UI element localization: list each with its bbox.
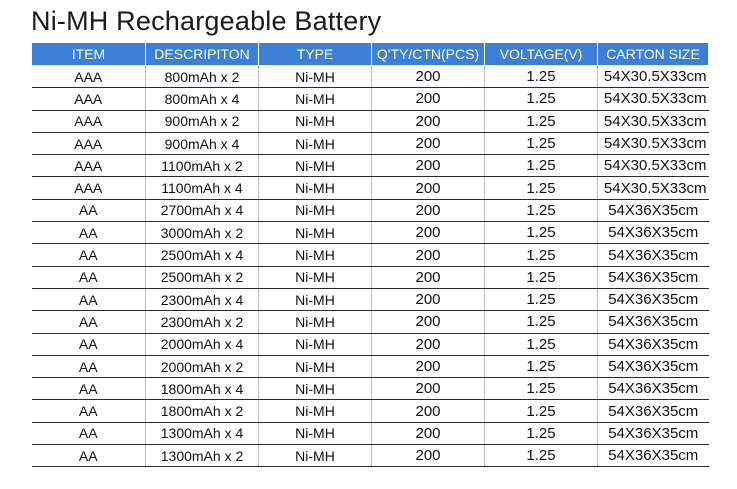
cell-qty: 200: [372, 400, 485, 422]
cell-type: Ni-MH: [259, 355, 372, 377]
cell-carton-size: 54X36X35cm: [598, 199, 709, 221]
cell-voltage: 1.25: [485, 266, 598, 288]
cell-description: 1300mAh x 4: [146, 422, 259, 444]
cell-qty: 200: [372, 311, 485, 333]
cell-qty: 200: [372, 222, 485, 244]
cell-qty: 200: [372, 422, 485, 444]
table-row: [32, 66, 709, 88]
cell-item: AA: [32, 378, 146, 400]
header-description: DESCRIPITON: [146, 43, 259, 66]
table-row: [32, 355, 709, 377]
cell-voltage: 1.25: [485, 155, 598, 177]
cell-item: AAA: [32, 132, 146, 154]
cell-type: Ni-MH: [259, 445, 372, 467]
cell-item: AAA: [32, 110, 146, 132]
cell-description: 1100mAh x 2: [146, 155, 259, 177]
table-row: [32, 132, 709, 154]
cell-description: 800mAh x 4: [146, 88, 259, 110]
cell-description: 1800mAh x 2: [146, 400, 259, 422]
table-row: [32, 199, 709, 221]
cell-description: 2500mAh x 4: [146, 244, 259, 266]
cell-description: 2000mAh x 4: [146, 333, 259, 355]
cell-qty: 200: [372, 333, 485, 355]
cell-voltage: 1.25: [485, 445, 598, 467]
cell-item: AAA: [32, 66, 146, 88]
cell-voltage: 1.25: [485, 222, 598, 244]
battery-spec-table: [31, 42, 709, 467]
table-row: [32, 88, 709, 110]
cell-voltage: 1.25: [485, 422, 598, 444]
cell-item: AAA: [32, 155, 146, 177]
cell-item: AAA: [32, 177, 146, 199]
cell-description: 900mAh x 2: [146, 110, 259, 132]
cell-qty: 200: [372, 378, 485, 400]
cell-voltage: 1.25: [485, 88, 598, 110]
cell-voltage: 1.25: [485, 199, 598, 221]
cell-qty: 200: [372, 266, 485, 288]
cell-description: 1800mAh x 4: [146, 378, 259, 400]
cell-description: 1100mAh x 4: [146, 177, 259, 199]
cell-type: Ni-MH: [259, 422, 372, 444]
header-carton-size: CARTON SIZE: [598, 43, 709, 66]
cell-qty: 200: [372, 355, 485, 377]
cell-description: 800mAh x 2: [146, 66, 259, 88]
cell-qty: 200: [372, 88, 485, 110]
table-row: [32, 155, 709, 177]
cell-voltage: 1.25: [485, 110, 598, 132]
cell-voltage: 1.25: [485, 311, 598, 333]
cell-carton-size: 54X36X35cm: [598, 222, 709, 244]
table-row: [32, 400, 709, 422]
cell-type: Ni-MH: [259, 110, 372, 132]
cell-carton-size: 54X36X35cm: [598, 333, 709, 355]
cell-description: 3000mAh x 2: [146, 222, 259, 244]
table-row: [32, 110, 709, 132]
table-row: [32, 222, 709, 244]
table-row: [32, 244, 709, 266]
header-type: TYPE: [259, 43, 372, 66]
cell-description: 2300mAh x 2: [146, 311, 259, 333]
cell-carton-size: 54X36X35cm: [598, 311, 709, 333]
cell-qty: 200: [372, 110, 485, 132]
cell-type: Ni-MH: [259, 333, 372, 355]
cell-type: Ni-MH: [259, 177, 372, 199]
cell-voltage: 1.25: [485, 244, 598, 266]
cell-type: Ni-MH: [259, 244, 372, 266]
cell-voltage: 1.25: [485, 355, 598, 377]
cell-item: AA: [32, 244, 146, 266]
cell-carton-size: 54X30.5X33cm: [598, 66, 709, 88]
table-row: [32, 378, 709, 400]
cell-type: Ni-MH: [259, 266, 372, 288]
cell-description: 2300mAh x 4: [146, 288, 259, 310]
table-header: [32, 43, 709, 66]
cell-item: AA: [32, 445, 146, 467]
cell-type: Ni-MH: [259, 378, 372, 400]
cell-carton-size: 54X30.5X33cm: [598, 132, 709, 154]
cell-carton-size: 54X36X35cm: [598, 266, 709, 288]
cell-type: Ni-MH: [259, 311, 372, 333]
cell-description: 2500mAh x 2: [146, 266, 259, 288]
header-item: ITEM: [32, 43, 146, 66]
header-voltage: VOLTAGE(V): [485, 43, 598, 66]
cell-qty: 200: [372, 445, 485, 467]
cell-description: 2000mAh x 2: [146, 355, 259, 377]
table-body: [32, 66, 709, 467]
table-row: [32, 311, 709, 333]
cell-qty: 200: [372, 155, 485, 177]
cell-carton-size: 54X36X35cm: [598, 400, 709, 422]
cell-type: Ni-MH: [259, 132, 372, 154]
cell-carton-size: 54X30.5X33cm: [598, 110, 709, 132]
cell-voltage: 1.25: [485, 66, 598, 88]
cell-carton-size: 54X36X35cm: [598, 378, 709, 400]
table-row: [32, 333, 709, 355]
cell-qty: 200: [372, 288, 485, 310]
cell-voltage: 1.25: [485, 400, 598, 422]
cell-type: Ni-MH: [259, 288, 372, 310]
header-qty: Q'TY/CTN(PCS): [372, 43, 485, 66]
cell-carton-size: 54X30.5X33cm: [598, 155, 709, 177]
table-row: [32, 177, 709, 199]
cell-item: AA: [32, 311, 146, 333]
cell-carton-size: 54X36X35cm: [598, 445, 709, 467]
table-row: [32, 266, 709, 288]
cell-carton-size: 54X36X35cm: [598, 355, 709, 377]
header-row: [32, 43, 709, 66]
cell-type: Ni-MH: [259, 222, 372, 244]
cell-item: AA: [32, 222, 146, 244]
table-row: [32, 422, 709, 444]
page-title: Ni-MH Rechargeable Battery: [31, 6, 382, 36]
cell-carton-size: 54X30.5X33cm: [598, 177, 709, 199]
cell-type: Ni-MH: [259, 66, 372, 88]
cell-voltage: 1.25: [485, 378, 598, 400]
cell-description: 2700mAh x 4: [146, 199, 259, 221]
cell-type: Ni-MH: [259, 400, 372, 422]
table-row: [32, 445, 709, 467]
cell-type: Ni-MH: [259, 155, 372, 177]
cell-carton-size: 54X36X35cm: [598, 288, 709, 310]
cell-qty: 200: [372, 244, 485, 266]
cell-item: AA: [32, 355, 146, 377]
cell-carton-size: 54X36X35cm: [598, 244, 709, 266]
cell-description: 1300mAh x 2: [146, 445, 259, 467]
cell-voltage: 1.25: [485, 333, 598, 355]
cell-type: Ni-MH: [259, 88, 372, 110]
cell-item: AA: [32, 266, 146, 288]
cell-item: AA: [32, 400, 146, 422]
cell-description: 900mAh x 4: [146, 132, 259, 154]
cell-carton-size: 54X36X35cm: [598, 422, 709, 444]
cell-item: AA: [32, 333, 146, 355]
cell-item: AA: [32, 199, 146, 221]
cell-qty: 200: [372, 132, 485, 154]
cell-voltage: 1.25: [485, 288, 598, 310]
table-row: [32, 288, 709, 310]
cell-voltage: 1.25: [485, 177, 598, 199]
cell-qty: 200: [372, 177, 485, 199]
cell-carton-size: 54X30.5X33cm: [598, 88, 709, 110]
cell-item: AA: [32, 288, 146, 310]
cell-qty: 200: [372, 66, 485, 88]
cell-voltage: 1.25: [485, 132, 598, 154]
cell-qty: 200: [372, 199, 485, 221]
cell-item: AA: [32, 422, 146, 444]
cell-item: AAA: [32, 88, 146, 110]
cell-type: Ni-MH: [259, 199, 372, 221]
